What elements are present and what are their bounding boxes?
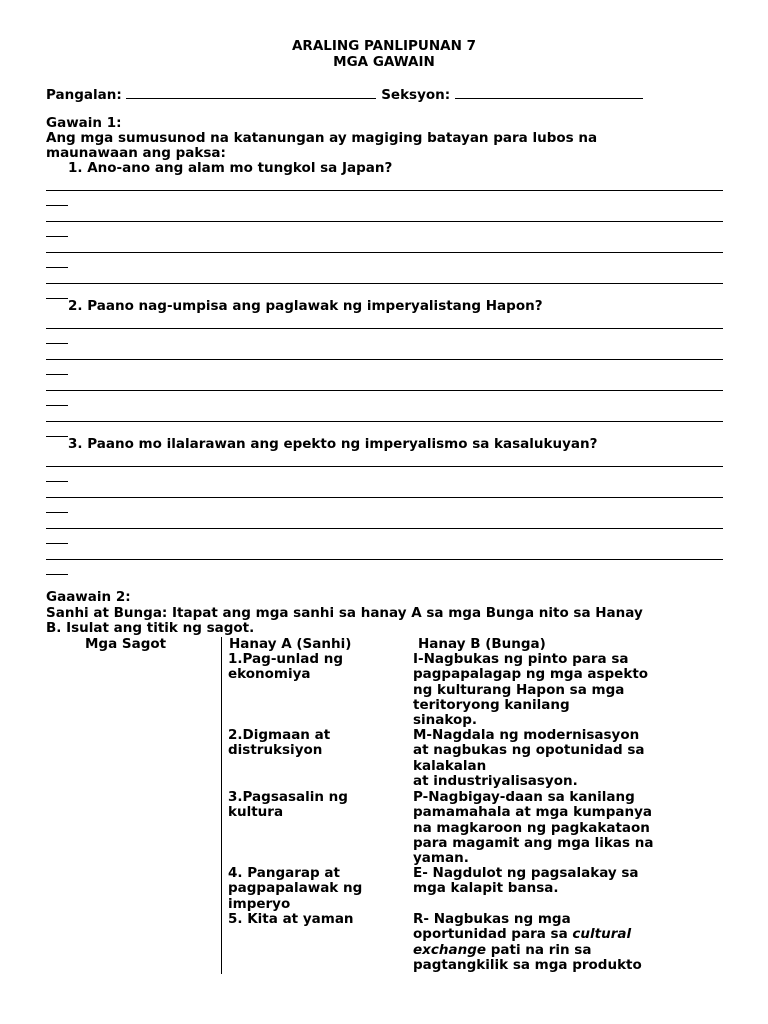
hanay-a-item-4: 4. Pangarap at pagpapalawak ng imperyo (228, 865, 363, 912)
page-title: ARALING PANLIPUNAN 7 (291, 38, 477, 54)
answer-line-stub (46, 436, 68, 437)
gawain2-heading: Gaawain 2: (46, 589, 131, 605)
answer-line[interactable] (46, 390, 723, 391)
gawain2-instructions-2: B. Isulat ang titik ng sagot. (46, 620, 255, 636)
answer-line-stub (46, 374, 68, 375)
name-label: Pangalan: (46, 87, 122, 103)
hanay-b-item-2: M-Nagdala ng modernisasyon at nagbukas ng opotunidad sa kalakalan at industriyalisasyon. (413, 727, 645, 789)
answer-line[interactable] (46, 497, 723, 498)
hanay-a-item-5: 5. Kita at yaman (228, 911, 354, 927)
answer-line-stub (46, 267, 68, 268)
answer-line-stub (46, 543, 68, 544)
col-header-hanay-b: Hanay B (Bunga) (418, 636, 546, 652)
hanay-a-item-2: 2.Digmaan at distruksiyon (228, 727, 331, 759)
section-field[interactable] (455, 86, 643, 99)
answer-line[interactable] (46, 221, 723, 222)
hanay-b-item-1: I-Nagbukas ng pinto para sa pagpapalagap ng mga aspekto ng kulturang Hapon sa mga teritoryong kanilang sinakop. (413, 651, 649, 729)
col-header-hanay-a: Hanay A (Sanhi) (229, 636, 352, 652)
section-label: Seksyon: (381, 87, 451, 103)
hanay-b-item-3: P-Nagbigay-daan sa kanilang pamamahala at mga kumpanya na magkaroon ng pagkakataon para magamit ang mga likas na yaman. (413, 789, 654, 867)
gawain1-instructions-2: maunawaan ang paksa: (46, 145, 226, 161)
hanay-a-item-3: 3.Pagsasalin ng kultura (228, 789, 348, 821)
answer-line-stub (46, 298, 68, 299)
answer-line[interactable] (46, 283, 723, 284)
gawain1-heading: Gawain 1: (46, 115, 122, 131)
gawain1-instructions-1: Ang mga sumusunod na katanungan ay magiging batayan para lubos na (46, 130, 598, 146)
answer-line[interactable] (46, 328, 723, 329)
gawain2-instructions-1: Sanhi at Bunga: Itapat ang mga sanhi sa hanay A sa mga Bunga nito sa Hanay (46, 605, 643, 621)
answer-line[interactable] (46, 559, 723, 560)
name-field[interactable] (126, 86, 376, 99)
question-3: 3. Paano mo ilalarawan ang epekto ng imperyalismo sa kasalukuyan? (68, 436, 598, 452)
hanay-b-item-5: R- Nagbukas ng mga oportunidad para sa cultural exchange pati na rin sa pagtangkilik sa mga produkto (413, 911, 642, 973)
answer-line-stub (46, 574, 68, 575)
answer-line-stub (46, 405, 68, 406)
answer-line[interactable] (46, 190, 723, 191)
hanay-a-item-1: 1.Pag-unlad ng ekonomiya (228, 651, 344, 683)
answer-line-stub (46, 512, 68, 513)
col-header-answers: Mga Sagot (85, 636, 167, 652)
hanay-b-item-4: E- Nagdulot ng pagsalakay sa mga kalapit bansa. (413, 865, 639, 897)
answer-line-stub (46, 343, 68, 344)
answer-line[interactable] (46, 252, 723, 253)
answer-line[interactable] (46, 528, 723, 529)
answer-line[interactable] (46, 421, 723, 422)
answer-line-stub (46, 205, 68, 206)
answer-line[interactable] (46, 466, 723, 467)
name-section-row (46, 86, 643, 103)
answer-line[interactable] (46, 359, 723, 360)
page-subtitle: MGA GAWAIN (333, 54, 435, 70)
table-divider (221, 637, 222, 974)
answer-line-stub (46, 236, 68, 237)
question-1: 1. Ano-ano ang alam mo tungkol sa Japan? (68, 160, 393, 176)
question-2: 2. Paano nag-umpisa ang paglawak ng imperyalistang Hapon? (68, 298, 543, 314)
answer-line-stub (46, 481, 68, 482)
